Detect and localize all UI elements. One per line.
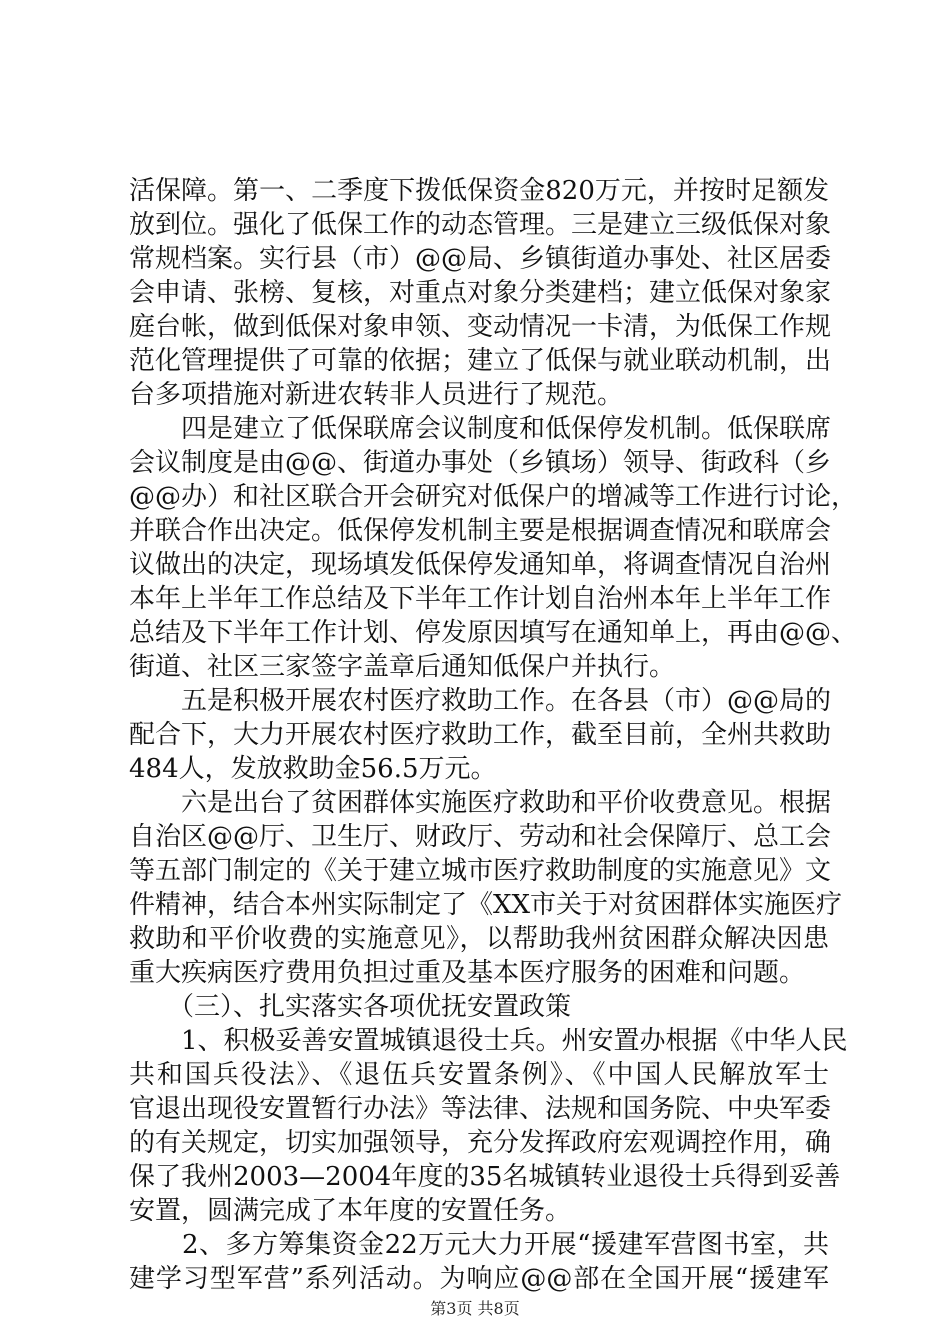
text-line-15: 街道、社区三家签字盖章后通知低保户并执行。 <box>129 652 676 682</box>
text-line-6: 范化管理提供了可靠的依据；建立了低保与就业联动机制，出 <box>129 346 832 376</box>
text-line-2: 放到位。强化了低保工作的动态管理。三是建立三级低保对象 <box>129 210 832 240</box>
text-line-20: 自治区@@厅、卫生厅、财政厅、劳动和社会保障厅、总工会 <box>129 822 832 852</box>
text-line-32: 2、多方筹集资金22万元大力开展“援建军营图书室，共 <box>129 1230 829 1260</box>
text-line-12: 议做出的决定，现场填发低保停发通知单，将调查情况自治州 <box>129 550 832 580</box>
text-line-22: 件精神，结合本州实际制定了《XX市关于对贫困群体实施医疗 <box>129 890 843 920</box>
text-line-16: 五是积极开展农村医疗救助工作。在各县（市）@@局的 <box>129 686 832 716</box>
text-line-27: 共和国兵役法》、《退伍兵安置条例》、《中国人民解放军士 <box>129 1060 829 1090</box>
text-line-31: 安置，圆满完成了本年度的安置任务。 <box>129 1196 572 1226</box>
section-heading: （三）、扎实落实各项优抚安置政策 <box>129 992 572 1022</box>
text-line-3: 常规档案。实行县（市）@@局、乡镇街道办事处、社区居委 <box>129 244 832 274</box>
text-line-5: 庭台帐，做到低保对象申领、变动情况一卡清，为低保工作规 <box>129 312 832 342</box>
text-line-26: 1、积极妥善安置城镇退役士兵。州安置办根据《中华人民 <box>129 1026 848 1056</box>
text-line-13: 本年上半年工作总结及下半年工作计划自治州本年上半年工作 <box>129 584 832 614</box>
text-line-30: 保了我州2003—2004年度的35名城镇转业退役士兵得到妥善 <box>129 1162 841 1192</box>
text-line-7: 台多项措施对新进农转非人员进行了规范。 <box>129 380 624 410</box>
text-line-19: 六是出台了贫困群体实施医疗救助和平价收费意见。根据 <box>129 788 832 818</box>
text-line-28: 官退出现役安置暂行办法》等法律、法规和国务院、中央军委 <box>129 1094 832 1124</box>
text-line-14: 总结及下半年工作计划、停发原因填写在通知单上，再由@@、 <box>129 618 858 648</box>
page-footer: 第3页 共8页 <box>430 1299 520 1318</box>
text-line-1: 活保障。第一、二季度下拨低保资金820万元，并按时足额发 <box>129 176 829 206</box>
text-line-17: 配合下，大力开展农村医疗救助工作，截至目前，全州共救助 <box>129 720 832 750</box>
text-line-18: 484人，发放救助金56.5万元。 <box>129 754 497 784</box>
text-line-21: 等五部门制定的《关于建立城市医疗救助制度的实施意见》文 <box>129 856 832 886</box>
text-line-24: 重大疾病医疗费用负担过重及基本医疗服务的困难和问题。 <box>129 958 806 988</box>
text-line-10: @@办）和社区联合开会研究对低保户的增减等工作进行讨论， <box>129 482 858 512</box>
text-line-4: 会申请、张榜、复核，对重点对象分类建档；建立低保对象家 <box>129 278 832 308</box>
text-line-33: 建学习型军营”系列活动。为响应@@部在全国开展“援建军 <box>129 1264 829 1294</box>
text-line-29: 的有关规定，切实加强领导，充分发挥政府宏观调控作用，确 <box>129 1128 832 1158</box>
text-line-11: 并联合作出决定。低保停发机制主要是根据调查情况和联席会 <box>129 516 832 546</box>
text-line-23: 救助和平价收费的实施意见》，以帮助我州贫困群众解决因患 <box>129 924 829 954</box>
text-line-8: 四是建立了低保联席会议制度和低保停发机制。低保联席 <box>129 414 832 444</box>
text-line-9: 会议制度是由@@、街道办事处（乡镇场）领导、街政科（乡 <box>129 448 832 478</box>
